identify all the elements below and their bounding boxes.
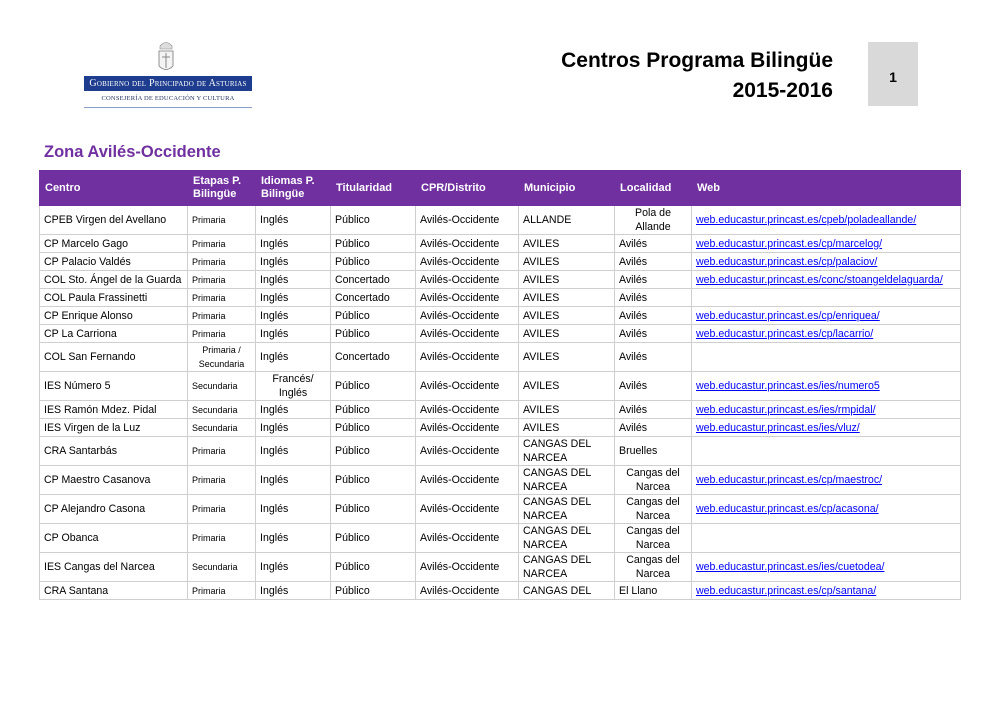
cell-etapas: Primaria: [188, 495, 256, 524]
cell-localidad: Avilés: [615, 372, 692, 401]
cell-centro: COL Paula Frassinetti: [40, 289, 188, 307]
website-link[interactable]: web.educastur.princast.es/cp/marcelog/: [696, 237, 883, 250]
cell-idiomas: Inglés: [256, 495, 331, 524]
cell-idiomas: Francés/ Inglés: [256, 372, 331, 401]
cell-titularidad: Público: [331, 401, 416, 419]
cell-localidad: Cangas del Narcea: [615, 524, 692, 553]
cell-web: [692, 289, 961, 307]
website-link[interactable]: web.educastur.princast.es/ies/cuetodea/: [696, 561, 885, 573]
cell-cpr-distrito: Avilés-Occidente: [416, 553, 519, 582]
table-row: [40, 307, 961, 325]
cell-idiomas: Inglés: [256, 206, 331, 235]
cell-municipio: CANGAS DEL NARCEA: [519, 524, 615, 553]
cell-titularidad: Público: [331, 419, 416, 437]
table-row: [40, 271, 961, 289]
table-row: [40, 466, 961, 495]
table-row: [40, 401, 961, 419]
cell-cpr-distrito: Avilés-Occidente: [416, 495, 519, 524]
cell-titularidad: Público: [331, 235, 416, 253]
cell-municipio: AVILES: [519, 343, 615, 372]
column-header-localidad: Localidad: [615, 171, 692, 206]
cell-titularidad: Público: [331, 553, 416, 582]
cell-idiomas: Inglés: [256, 437, 331, 466]
table-row: [40, 372, 961, 401]
table-row: [40, 343, 961, 372]
cell-titularidad: Concertado: [331, 271, 416, 289]
table-row: [40, 495, 961, 524]
cell-etapas: Primaria: [188, 235, 256, 253]
cell-centro: CRA Santarbás: [40, 437, 188, 466]
title-line-1: Centros Programa Bilingüe: [561, 49, 833, 72]
cell-cpr-distrito: Avilés-Occidente: [416, 235, 519, 253]
cell-centro: IES Cangas del Narcea: [40, 553, 188, 582]
website-link[interactable]: web.educastur.princast.es/cpeb/poladeallande/: [696, 214, 917, 226]
cell-web: [692, 524, 961, 553]
cell-centro: CP Enrique Alonso: [40, 307, 188, 325]
cell-web: [692, 343, 961, 372]
cell-centro: COL Sto. Ángel de la Guarda: [40, 271, 188, 289]
table-row: [40, 524, 961, 553]
cell-cpr-distrito: Avilés-Occidente: [416, 253, 519, 271]
cell-idiomas: Inglés: [256, 253, 331, 271]
cell-municipio: CANGAS DEL NARCEA: [519, 437, 615, 466]
cell-localidad: Avilés: [615, 271, 692, 289]
title-line-2: 2015-2016: [732, 79, 833, 102]
website-link[interactable]: web.educastur.princast.es/conc/stoangeldelaguarda/: [696, 273, 943, 286]
cell-etapas: Secundaria: [188, 553, 256, 582]
cell-titularidad: Público: [331, 495, 416, 524]
cell-web: [692, 372, 961, 401]
cell-localidad: Avilés: [615, 235, 692, 253]
cell-web: [692, 325, 961, 343]
cell-titularidad: Público: [331, 466, 416, 495]
cell-web: [692, 206, 961, 235]
cell-etapas: Primaria: [188, 582, 256, 600]
cell-etapas: Primaria: [188, 437, 256, 466]
cell-cpr-distrito: Avilés-Occidente: [416, 419, 519, 437]
cell-idiomas: Inglés: [256, 325, 331, 343]
cell-cpr-distrito: Avilés-Occidente: [416, 325, 519, 343]
website-link[interactable]: web.educastur.princast.es/cp/acasona/: [696, 503, 879, 515]
government-name-bar: Gobierno del Principado de Asturias: [84, 76, 252, 91]
cell-localidad: Avilés: [615, 289, 692, 307]
cell-titularidad: Público: [331, 206, 416, 235]
cell-municipio: AVILES: [519, 289, 615, 307]
cell-localidad: Avilés: [615, 343, 692, 372]
page-number: 1: [868, 42, 918, 106]
cell-cpr-distrito: Avilés-Occidente: [416, 524, 519, 553]
cell-etapas: Primaria: [188, 253, 256, 271]
cell-web: [692, 419, 961, 437]
cell-municipio: CANGAS DEL: [519, 582, 615, 600]
department-name: CONSEJERÍA DE EDUCACIÓN Y CULTURA: [101, 95, 235, 102]
cell-municipio: AVILES: [519, 307, 615, 325]
cell-titularidad: Público: [331, 524, 416, 553]
cell-web: [692, 307, 961, 325]
table-row: [40, 253, 961, 271]
cell-etapas: Primaria: [188, 466, 256, 495]
cell-centro: IES Virgen de la Luz: [40, 419, 188, 437]
cell-localidad: El Llano: [615, 582, 692, 600]
cell-centro: IES Número 5: [40, 372, 188, 401]
cell-cpr-distrito: Avilés-Occidente: [416, 437, 519, 466]
table-row: [40, 553, 961, 582]
cell-localidad: Avilés: [615, 253, 692, 271]
cell-idiomas: Inglés: [256, 466, 331, 495]
cell-etapas: Secundaria: [188, 372, 256, 401]
divider: [84, 107, 252, 108]
cell-web: [692, 553, 961, 582]
cell-localidad: Avilés: [615, 325, 692, 343]
cell-localidad: Avilés: [615, 307, 692, 325]
cell-centro: CP La Carriona: [40, 325, 188, 343]
cell-titularidad: Concertado: [331, 343, 416, 372]
column-header-idiomas: Idiomas P. Bilingüe: [256, 171, 331, 206]
cell-web: [692, 437, 961, 466]
cell-etapas: Primaria / Secundaria: [188, 343, 256, 372]
cell-cpr-distrito: Avilés-Occidente: [416, 289, 519, 307]
cell-idiomas: Inglés: [256, 307, 331, 325]
table-row: [40, 419, 961, 437]
cell-localidad: Avilés: [615, 419, 692, 437]
column-header-cpr-distrito: CPR/Distrito: [416, 171, 519, 206]
table-row: [40, 206, 961, 235]
cell-cpr-distrito: Avilés-Occidente: [416, 372, 519, 401]
column-header-centro: Centro: [40, 171, 188, 206]
table-row: [40, 325, 961, 343]
cell-idiomas: Inglés: [256, 271, 331, 289]
cell-centro: CP Maestro Casanova: [40, 466, 188, 495]
cell-municipio: AVILES: [519, 372, 615, 401]
cell-titularidad: Público: [331, 325, 416, 343]
cell-titularidad: Público: [331, 372, 416, 401]
cell-municipio: CANGAS DEL NARCEA: [519, 553, 615, 582]
cell-etapas: Primaria: [188, 206, 256, 235]
cell-titularidad: Público: [331, 582, 416, 600]
cell-centro: CP Obanca: [40, 524, 188, 553]
cell-municipio: CANGAS DEL NARCEA: [519, 466, 615, 495]
cell-cpr-distrito: Avilés-Occidente: [416, 466, 519, 495]
cell-cpr-distrito: Avilés-Occidente: [416, 206, 519, 235]
website-link[interactable]: web.educastur.princast.es/ies/vluz/: [696, 421, 860, 434]
cell-centro: CPEB Virgen del Avellano: [40, 206, 188, 235]
cell-localidad: Pola de Allande: [615, 206, 692, 235]
cell-etapas: Primaria: [188, 325, 256, 343]
cell-idiomas: Inglés: [256, 582, 331, 600]
cell-centro: COL San Fernando: [40, 343, 188, 372]
cell-etapas: Primaria: [188, 524, 256, 553]
zone-title: Zona Avilés-Occidente: [44, 143, 221, 161]
cell-centro: IES Ramón Mdez. Pidal: [40, 401, 188, 419]
website-link[interactable]: web.educastur.princast.es/cp/lacarrio/: [696, 327, 874, 340]
website-link[interactable]: web.educastur.princast.es/cp/santana/: [696, 584, 877, 597]
cell-localidad: Cangas del Narcea: [615, 466, 692, 495]
cell-municipio: ALLANDE: [519, 206, 615, 235]
cell-idiomas: Inglés: [256, 289, 331, 307]
cell-cpr-distrito: Avilés-Occidente: [416, 582, 519, 600]
cell-web: [692, 466, 961, 495]
cell-titularidad: Público: [331, 307, 416, 325]
cell-localidad: Avilés: [615, 401, 692, 419]
cell-localidad: Cangas del Narcea: [615, 495, 692, 524]
cell-cpr-distrito: Avilés-Occidente: [416, 343, 519, 372]
cell-centro: CP Alejandro Casona: [40, 495, 188, 524]
cell-localidad: Bruelles: [615, 437, 692, 466]
cell-idiomas: Inglés: [256, 419, 331, 437]
column-header-etapas: Etapas P. Bilingüe: [188, 171, 256, 206]
cell-web: [692, 495, 961, 524]
cell-titularidad: Concertado: [331, 289, 416, 307]
cell-cpr-distrito: Avilés-Occidente: [416, 401, 519, 419]
cell-idiomas: Inglés: [256, 343, 331, 372]
cell-municipio: AVILES: [519, 401, 615, 419]
centers-table: [39, 170, 961, 600]
cell-etapas: Primaria: [188, 289, 256, 307]
column-header-municipio: Municipio: [519, 171, 615, 206]
cell-cpr-distrito: Avilés-Occidente: [416, 271, 519, 289]
cell-etapas: Primaria: [188, 307, 256, 325]
website-link[interactable]: web.educastur.princast.es/cp/maestroc/: [696, 474, 883, 486]
cell-idiomas: Inglés: [256, 553, 331, 582]
cell-municipio: AVILES: [519, 253, 615, 271]
page-title: [561, 46, 833, 106]
cell-idiomas: Inglés: [256, 401, 331, 419]
government-logo: [84, 40, 252, 108]
cell-cpr-distrito: Avilés-Occidente: [416, 307, 519, 325]
column-header-web: Web: [692, 171, 961, 206]
cell-idiomas: Inglés: [256, 235, 331, 253]
table-row: [40, 582, 961, 600]
cell-municipio: AVILES: [519, 325, 615, 343]
cell-centro: CRA Santana: [40, 582, 188, 600]
cell-etapas: Secundaria: [188, 419, 256, 437]
cell-centro: CP Palacio Valdés: [40, 253, 188, 271]
column-header-titularidad: Titularidad: [331, 171, 416, 206]
website-link[interactable]: web.educastur.princast.es/cp/palaciov/: [696, 255, 878, 268]
website-link[interactable]: web.educastur.princast.es/ies/rmpidal/: [696, 403, 876, 416]
cell-web: [692, 401, 961, 419]
table-header-row: [40, 171, 961, 206]
cell-etapas: Secundaria: [188, 401, 256, 419]
table-row: [40, 437, 961, 466]
table-row: [40, 235, 961, 253]
cell-localidad: Cangas del Narcea: [615, 553, 692, 582]
asturias-crest-icon: [156, 40, 176, 76]
cell-municipio: AVILES: [519, 419, 615, 437]
cell-centro: CP Marcelo Gago: [40, 235, 188, 253]
table-row: [40, 289, 961, 307]
cell-titularidad: Público: [331, 437, 416, 466]
cell-municipio: AVILES: [519, 235, 615, 253]
cell-web: [692, 253, 961, 271]
cell-municipio: CANGAS DEL NARCEA: [519, 495, 615, 524]
cell-etapas: Primaria: [188, 271, 256, 289]
website-link[interactable]: web.educastur.princast.es/ies/numero5: [696, 380, 880, 392]
cell-web: [692, 271, 961, 289]
cell-web: [692, 235, 961, 253]
cell-idiomas: Inglés: [256, 524, 331, 553]
cell-titularidad: Público: [331, 253, 416, 271]
cell-municipio: AVILES: [519, 271, 615, 289]
cell-web: [692, 582, 961, 600]
website-link[interactable]: web.educastur.princast.es/cp/enriquea/: [696, 309, 880, 322]
